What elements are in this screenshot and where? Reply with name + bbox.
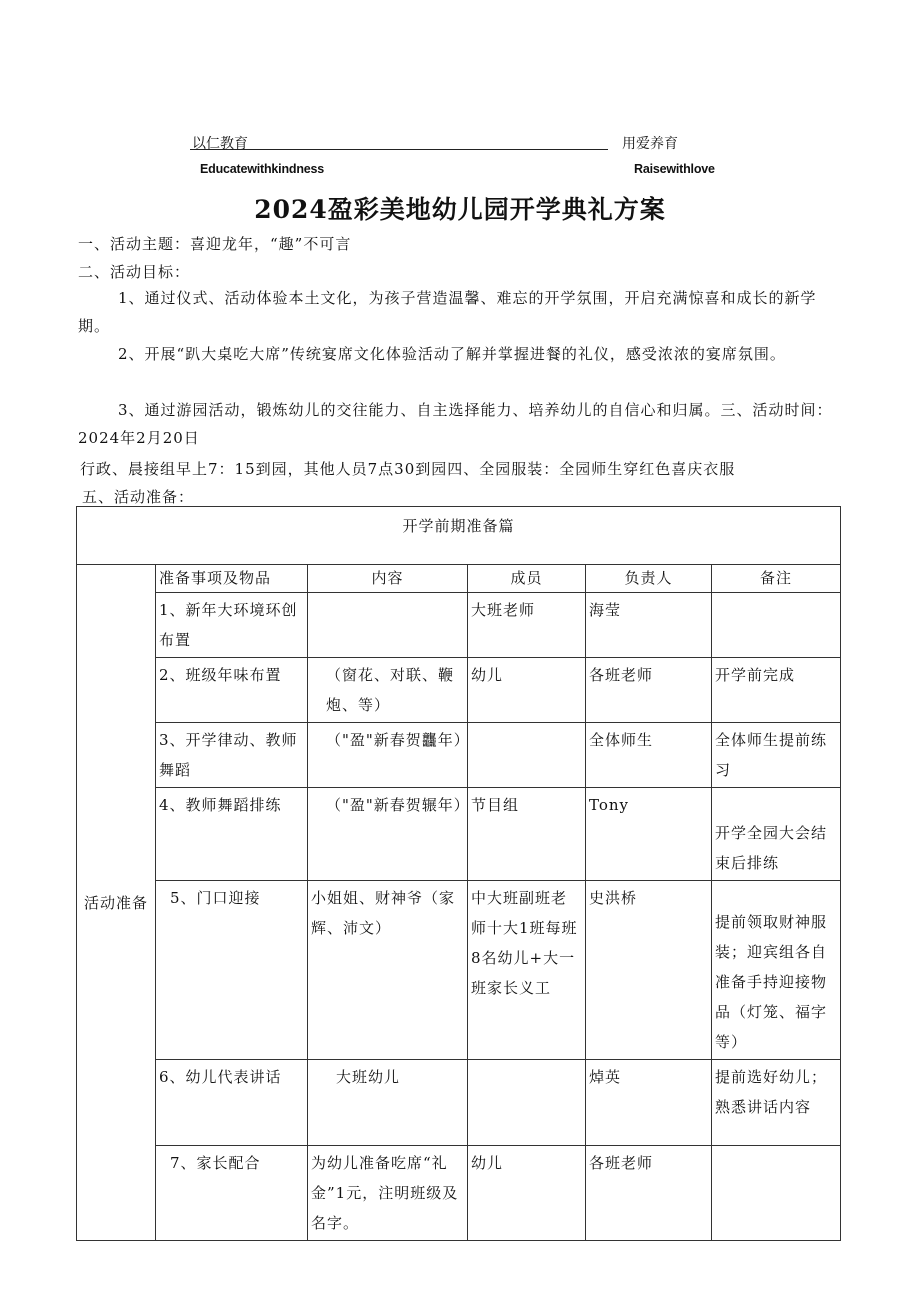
row-owner: 海莹 [586,593,712,658]
row-note [712,1146,841,1241]
row-content: 小姐姐、财神爷（家辉、沛文） [308,881,468,1060]
header-divider [190,149,608,150]
table-row [77,593,841,658]
row-note: 提前选好幼儿；熟悉讲话内容 [712,1060,841,1146]
goal-item-3: 3、通过游园活动，锻炼幼儿的交往能力、自主选择能力、培养幼儿的自信心和归属。三、活动时间：2024年2月20日 [78,401,833,447]
section-prep-heading: 五、活动准备： [82,488,195,506]
table-row [77,658,841,723]
table-row [77,881,841,1060]
section-time-and-dress: 行政、晨接组早上7：15到园，其他人员7点30到园四、全园服装：全园师生穿红色喜庆衣服 [80,460,736,478]
row-note: 开学前完成 [712,658,841,723]
row-owner: 各班老师 [586,658,712,723]
row-content: （"盈"新春贺辗年） [308,788,468,881]
row-note: 提前领取财神服装；迎宾组各自准备手持迎接物品（灯笼、福字等） [712,881,841,1060]
row-item: 2、班级年味布置 [156,658,308,723]
table-row [77,788,841,881]
table-header-row [77,565,841,593]
goal-item-1: 1、通过仪式、活动体验本土文化，为孩子营造温馨、难忘的开学氛围，开启充满惊喜和成长的新学期。 [78,289,817,335]
row-members: 节目组 [468,788,586,881]
row-item: 3、开学律动、教师舞蹈 [156,723,308,788]
section-theme: 一、活动主题：喜迎龙年，“趣”不可言 [78,235,352,253]
row-content [308,593,468,658]
row-members: 大班老师 [468,593,586,658]
row-item: 7、家长配合 [156,1146,308,1241]
row-owner: 各班老师 [586,1146,712,1241]
document-title: 2024盈彩美地幼儿园开学典礼方案 [254,195,666,224]
row-note [712,593,841,658]
table-side-label: 活动准备 [77,565,156,1241]
table-row [77,1146,841,1241]
row-item: 6、幼儿代表讲话 [156,1060,308,1146]
table-row [77,723,841,788]
row-item: 1、新年大环境环创布置 [156,593,308,658]
row-note: 全体师生提前练习 [712,723,841,788]
row-members: 中大班副班老师十大1班每班8名幼儿+大一班家长义工 [468,881,586,1060]
row-item: 5、门口迎接 [156,881,308,1060]
row-content: （窗花、对联、鞭炮、等） [308,658,468,723]
row-members [468,723,586,788]
header-members: 成员 [468,565,586,593]
row-owner: 史洪桥 [586,881,712,1060]
row-owner: 全体师生 [586,723,712,788]
section-goal-heading: 二、活动目标： [78,263,191,281]
row-note: 开学全园大会结束后排练 [712,788,841,881]
table-caption-row [77,507,841,565]
header-motto-right-cn: 用爱养育 [622,136,678,152]
row-members: 幼儿 [468,1146,586,1241]
row-members [468,1060,586,1146]
header-owner: 负责人 [586,565,712,593]
header-content: 内容 [308,565,468,593]
header-note: 备注 [712,565,841,593]
row-item: 4、教师舞蹈排练 [156,788,308,881]
row-content: （"盈"新春贺龘年） [308,723,468,788]
header-motto-left-cn: 以仁教育 [192,136,248,152]
row-owner: Tony [586,788,712,881]
row-owner: 焯英 [586,1060,712,1146]
preparation-table [76,506,841,1241]
header-item: 准备事项及物品 [156,565,308,593]
header-motto-right-en: Raisewithlove [634,162,715,176]
table-caption: 开学前期准备篇 [77,507,841,565]
header-motto-left-en: Educatewithkindness [200,162,325,176]
row-content: 为幼儿准备吃席“礼金”1元，注明班级及名字。 [308,1146,468,1241]
table-row [77,1060,841,1146]
row-content: 大班幼儿 [308,1060,468,1146]
row-members: 幼儿 [468,658,586,723]
goal-item-2: 2、开展“趴大桌吃大席”传统宴席文化体验活动了解并掌握进餐的礼仪，感受浓浓的宴席氛围。 [118,345,786,363]
